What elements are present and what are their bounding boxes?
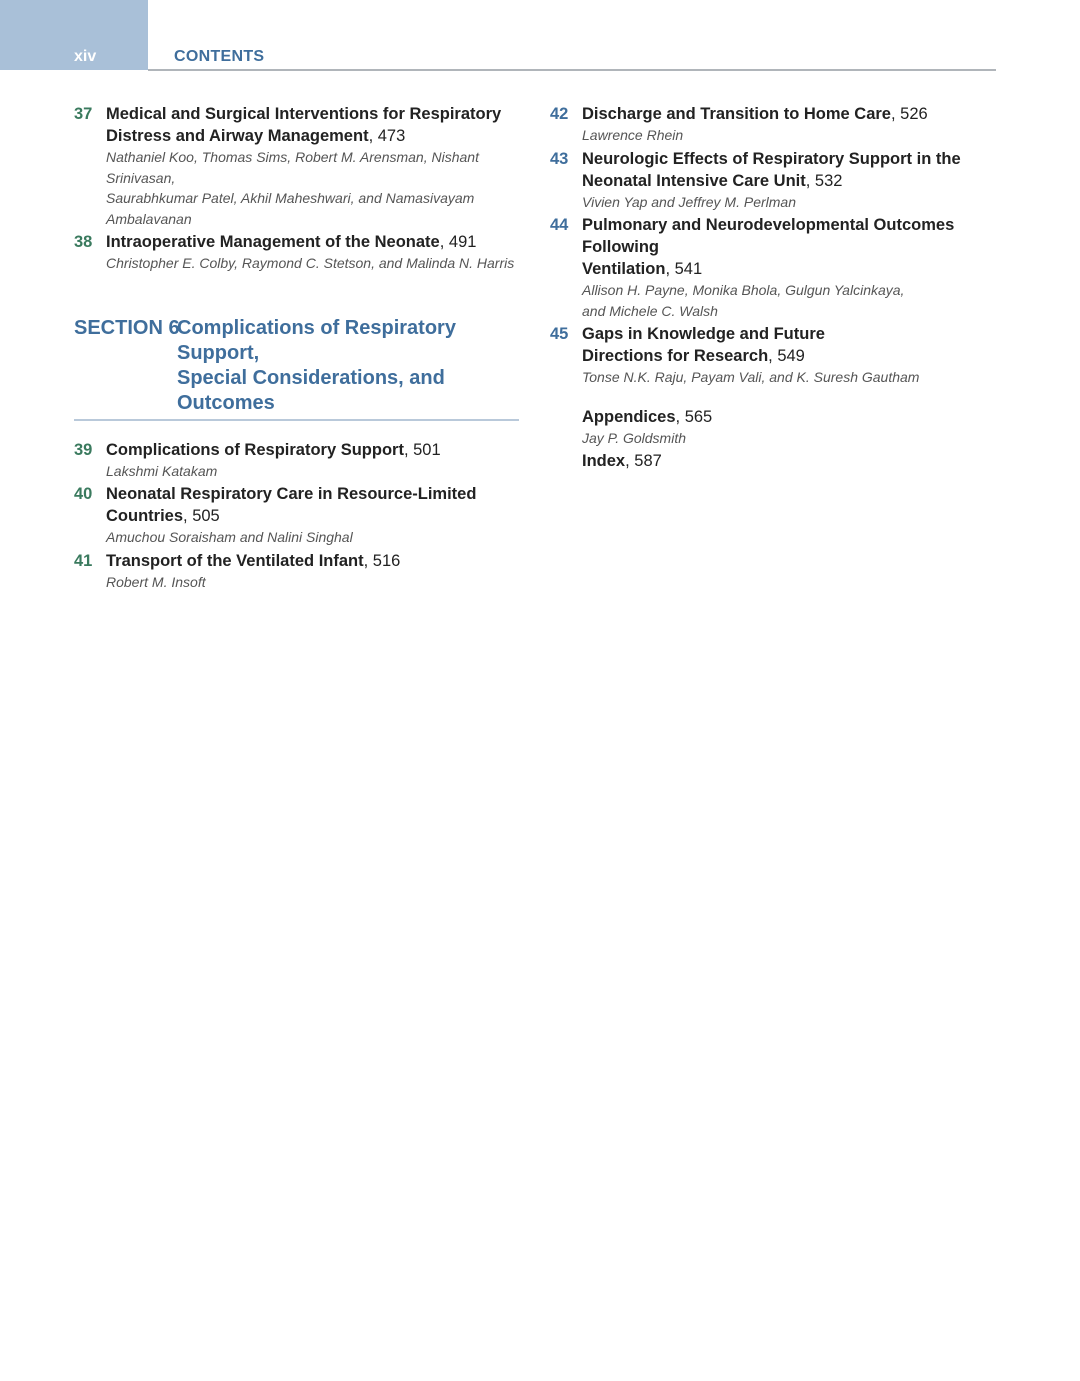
chapter-authors: Amuchou Soraisham and Nalini Singhal — [106, 529, 353, 545]
chapter-number: 40 — [74, 485, 93, 503]
chapter-authors: Tonse N.K. Raju, Payam Vali, and K. Suresh Gautham — [582, 369, 920, 385]
chapter-number: 44 — [550, 216, 569, 234]
toc-entry-43[interactable]: 43 Neurologic Effects of Respiratory Support in the Neonatal Intensive Care Unit, 532 Vivien Yap and Jeffrey M. Perlman — [550, 148, 1000, 213]
left-column — [74, 103, 526, 594]
toc-entry-39[interactable]: 39 Complications of Respiratory Support, 501 Lakshmi Katakam — [74, 439, 526, 482]
header-rule — [148, 69, 996, 71]
chapter-title: Transport of the Ventilated Infant — [106, 551, 364, 570]
running-header: CONTENTS — [174, 48, 265, 65]
index-page: 587 — [634, 452, 662, 470]
chapter-authors: Vivien Yap and Jeffrey M. Perlman — [582, 193, 796, 210]
toc-entry-appendices[interactable]: Appendices, 565 Jay P. Goldsmith — [550, 406, 1000, 449]
index-title: Index — [582, 452, 626, 470]
toc-entry-44[interactable]: 44 Pulmonary and Neurodevelopmental Outcomes Following Ventilation, 541 Allison H. Payne, Monika Bhola, Gulgun Yalcinkaya, and Michele C. Walsh — [550, 216, 955, 319]
chapter-authors: Allison H. Payne, Monika Bhola, Gulgun Yalcinkaya, and Michele C. Walsh — [582, 282, 905, 319]
chapter-title: Discharge and Transition to Home Care — [582, 105, 891, 123]
chapter-number: 39 — [74, 440, 93, 459]
chapter-title: Medical and Surgical Interventions for Respiratory Distress and Airway Management — [106, 105, 502, 145]
chapter-title: Gaps in Knowledge and Future Directions for Research — [582, 325, 825, 365]
toc-entry-index[interactable]: Index, 587 — [582, 452, 662, 470]
chapter-number: 45 — [550, 325, 569, 343]
toc-entry-42[interactable]: 42 Discharge and Transition to Home Care, 526 Lawrence Rhein — [550, 103, 1000, 146]
chapter-page: 473 — [377, 127, 406, 145]
chapter-title: Intraoperative Management of the Neonate — [106, 233, 440, 251]
chapter-page: 491 — [448, 233, 477, 251]
toc-entry-45[interactable]: 45 Gaps in Knowledge and Future Directions for Research, 549 Tonse N.K. Raju, Payam Vali, and K. Suresh Gautham — [550, 323, 1000, 388]
chapter-page: 541 — [674, 260, 703, 278]
chapter-page: 526 — [900, 105, 928, 123]
section-title: Complications of Respiratory Support, Special Considerations, and Outcomes — [177, 316, 456, 414]
chapter-authors: Nathaniel Koo, Thomas Sims, Robert M. Arensman, Nishant Srinivasan, Saurabhkumar Patel, Akhil Maheshwari, and Namasivayam Ambalavanan — [106, 149, 479, 227]
toc-entry-37[interactable]: 37 Medical and Surgical Interventions for Respiratory Distress and Airway Management, 473 Nathaniel Koo, Thomas Sims, Robert M. Arensman, Nishant Srinivasan, Saurabhkumar Patel, Akhil Maheshwari, and Namasivayam Ambalavanan — [74, 105, 502, 227]
chapter-title: Neonatal Respiratory Care in Resource-Limited Countries — [106, 485, 477, 525]
appendices-authors: Jay P. Goldsmith — [582, 429, 687, 446]
appendices-title: Appendices — [582, 407, 676, 426]
chapter-number: 41 — [74, 551, 93, 570]
chapter-number: 38 — [74, 233, 93, 251]
chapter-number: 37 — [74, 105, 93, 123]
right-column — [550, 103, 1000, 474]
page-number: xiv — [74, 48, 97, 65]
chapter-title: Neurologic Effects of Respiratory Support in the Neonatal Intensive Care Unit — [582, 149, 961, 190]
section-label: SECTION 6 — [74, 316, 180, 339]
chapter-number: 43 — [550, 149, 569, 168]
chapter-page: 516 — [372, 551, 401, 570]
chapter-title: Pulmonary and Neurodevelopmental Outcomes Following Ventilation — [582, 216, 955, 278]
chapter-authors: Lakshmi Katakam — [106, 462, 218, 479]
appendices-page: 565 — [684, 407, 713, 426]
toc-entry-41[interactable]: 41 Transport of the Ventilated Infant, 516 Robert M. Insoft — [74, 550, 526, 593]
chapter-authors: Lawrence Rhein — [582, 127, 684, 143]
chapter-page: 549 — [777, 347, 805, 365]
chapter-number: 42 — [550, 105, 569, 123]
chapter-page: 532 — [814, 171, 843, 190]
toc-entry-38[interactable]: 38 Intraoperative Management of the Neonate, 491 Christopher E. Colby, Raymond C. Stetson, and Malinda N. Harris — [74, 231, 526, 274]
chapter-page: 501 — [413, 440, 441, 459]
chapter-authors: Robert M. Insoft — [106, 573, 206, 590]
chapter-authors: Christopher E. Colby, Raymond C. Stetson, and Malinda N. Harris — [106, 255, 515, 271]
toc-entry-40[interactable]: 40 Neonatal Respiratory Care in Resource-Limited Countries, 505 Amuchou Soraisham and Nalini Singhal — [74, 483, 526, 548]
chapter-page: 505 — [192, 507, 220, 525]
chapter-title: Complications of Respiratory Support — [106, 440, 404, 459]
section-heading — [74, 316, 519, 421]
